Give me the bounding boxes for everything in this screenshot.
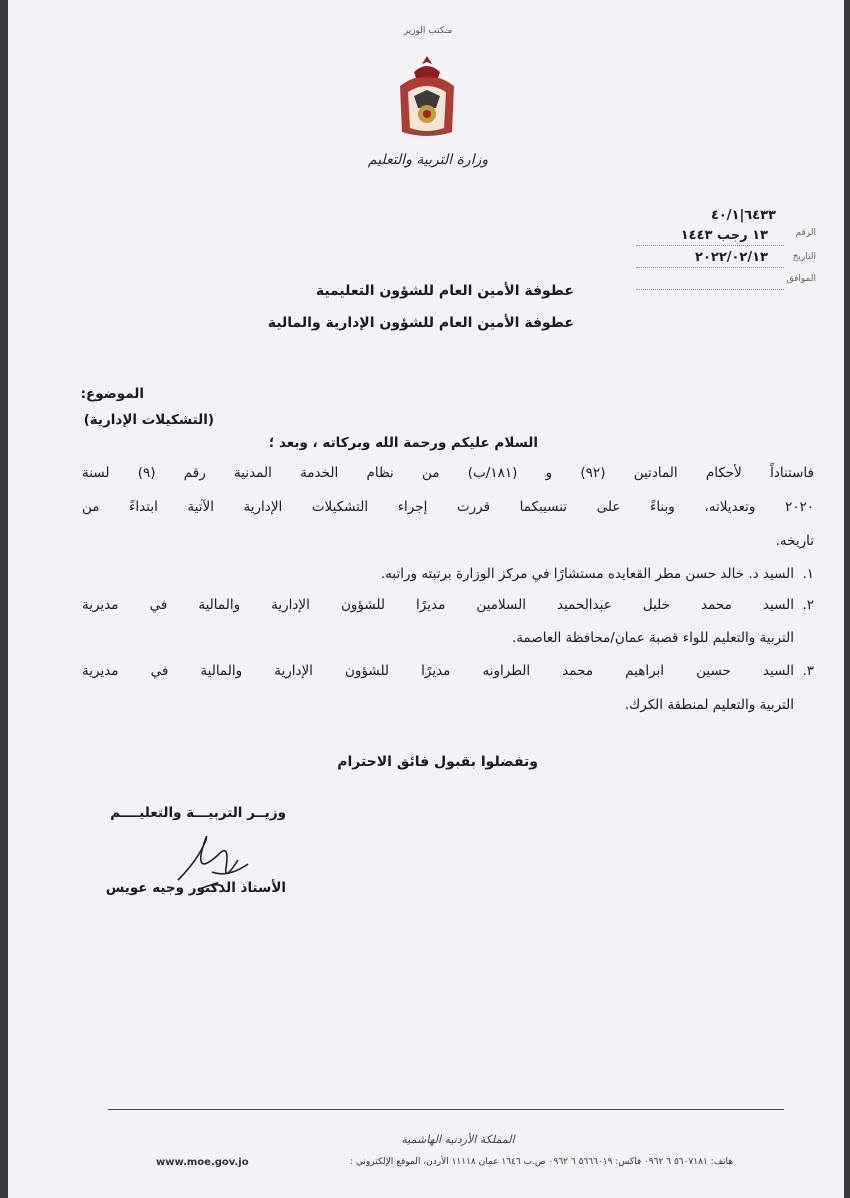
body-line-3: تاريخه.: [775, 533, 814, 549]
hijri-date-line: [636, 245, 784, 246]
signature-title: وزيــر التربيـــة والتعليــــم: [110, 805, 286, 821]
footer-contact: هاتف: ٥٦٠٧١٨١ ٦ ٠٩٦٢ فاكس: ٥٦٦٦٠١٩ ٦ ٠٩٦٢ ص.ب ١٦٤٦ عمان ١١١١٨ الأردن، الموقع الإلكتروني :: [350, 1157, 733, 1167]
list-item-1-line-1: السيد د. خالد حسن مطر القعايده مستشارًا في مركز الوزارة برتبته وراتبه.: [380, 566, 794, 582]
addressee-1: عطوفة الأمين العام للشؤون التعليمية: [315, 283, 574, 299]
list-item-2-line-2: التربية والتعليم للواء قصبة عمان/محافظة العاصمة.: [511, 630, 794, 646]
footer-kingdom: المملكة الأردنية الهاشمية: [401, 1133, 515, 1146]
body-line-1: فاستناداً لأحكام المادتين (٩٢) و (١٨١/ب) من نظام الخدمة المدنية رقم (٩) لسنة: [82, 465, 815, 481]
hijri-date-row: [636, 228, 816, 250]
list-number-3: ٣.: [802, 663, 814, 679]
list-number-2: ٢.: [802, 597, 814, 613]
footer-website[interactable]: www.moe.gov.jo: [156, 1157, 249, 1168]
reference-number-value: ٦٤٣٣|٤٠/١: [710, 208, 776, 223]
list-item-2-line-1: السيد محمد خليل عبدالحميد السلامين مديرًا للشؤون الإدارية والمالية في مديرية: [82, 597, 794, 613]
body-line-2: ٢٠٢٠ وتعديلاته، وبناءً على تنسيبكما قررت إجراء التشكيلات الإدارية الآتية ابتداءً من: [82, 499, 814, 515]
footer-divider: [108, 1109, 784, 1110]
list-number-1: ١.: [802, 566, 814, 582]
corresponding-row: [636, 272, 816, 294]
subject-label: الموضوع:: [80, 386, 144, 402]
gregorian-date-value: ٢٠٢٢/٠٢/١٣: [695, 250, 768, 265]
signatory-name: الأستاذ الدكتور وجيه عويس: [105, 880, 286, 896]
greeting: السلام عليكم ورحمة الله وبركاته ، وبعد ؛: [268, 435, 538, 451]
corresponding-label: الموافق: [786, 274, 816, 284]
letter-page: [8, 0, 844, 1198]
closing-line: وتفضلوا بقبول فائق الاحترام: [337, 754, 538, 770]
reference-number-label: الرقم: [795, 228, 816, 238]
ministry-name: وزارة التربية والتعليم: [367, 152, 489, 168]
coat-of-arms-icon: [392, 52, 462, 142]
list-item-3-line-1: السيد حسين ابراهيم محمد الطراونه مديرًا للشؤون الإدارية والمالية في مديرية: [82, 663, 794, 679]
date-label: التاريخ: [792, 252, 816, 262]
addressee-2: عطوفة الأمين العام للشؤون الإدارية والمالية: [267, 315, 574, 331]
subject-value: (التشكيلات الإدارية): [83, 412, 214, 428]
list-item-3-line-2: التربية والتعليم لمنطقة الكرك.: [624, 697, 794, 713]
gregorian-date-row: [636, 250, 816, 272]
hijri-date-value: ١٣ رجب ١٤٤٣: [680, 228, 768, 243]
corresponding-line: [636, 289, 784, 290]
gregorian-date-line: [636, 267, 784, 268]
letterhead-motto: مـكتب الوزير: [403, 26, 453, 36]
